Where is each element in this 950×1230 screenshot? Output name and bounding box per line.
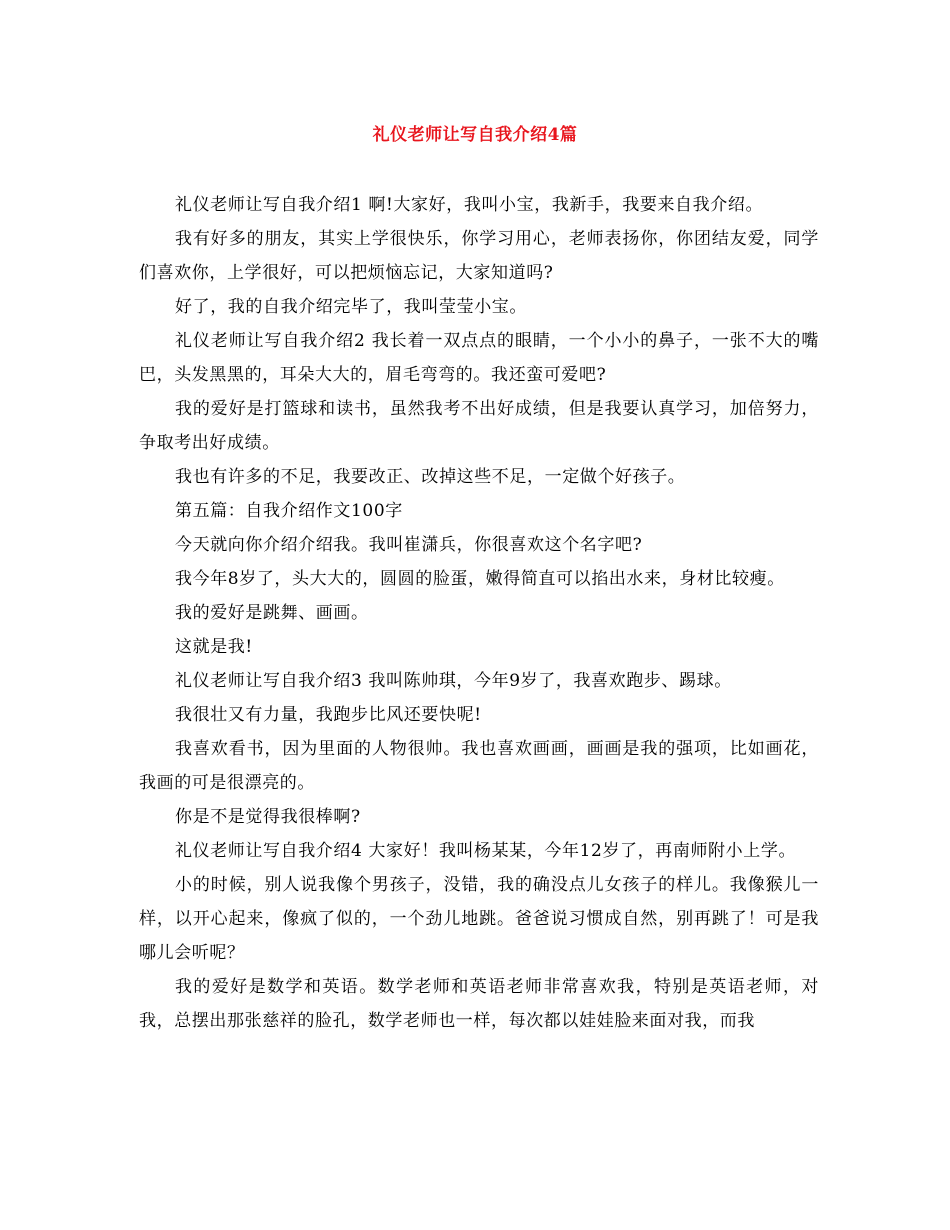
paragraph: 礼仪老师让写自我介绍1 啊!大家好，我叫小宝，我新手，我要来自我介绍。 — [175, 195, 764, 215]
paragraph: 我的爱好是数学和英语。数学老师和英语老师非常喜欢我，特别是英语老师，对我，总摆出那张慈祥的脸孔，数学老师也一样，每次都以娃娃脸来面对我，而我 — [139, 977, 819, 1031]
paragraph: 好了，我的自我介绍完毕了，我叫莹莹小宝。 — [175, 297, 527, 317]
paragraph: 礼仪老师让写自我介绍3 我叫陈帅琪，今年9岁了，我喜欢跑步、踢球。 — [175, 671, 732, 691]
paragraph: 礼仪老师让写自我介绍2 我长着一双点点的眼睛，一个小小的鼻子，一张不大的嘴巴，头发黑黑的，耳朵大大的，眉毛弯弯的。我还蛮可爱吧? — [139, 331, 819, 385]
paragraph: 我的爱好是打篮球和读书，虽然我考不出好成绩，但是我要认真学习，加倍努力，争取考出好成绩。 — [139, 399, 819, 453]
paragraph: 这就是我! — [175, 637, 253, 657]
paragraph: 今天就向你介绍介绍我。我叫崔潇兵，你很喜欢这个名字吧? — [175, 535, 643, 555]
document-body — [139, 188, 819, 1038]
paragraph: 我今年8岁了，头大大的，圆圆的脸蛋，嫩得简直可以掐出水来，身材比较瘦。 — [175, 569, 785, 589]
document-title: 礼仪老师让写自我介绍4篇 — [372, 125, 578, 145]
paragraph: 礼仪老师让写自我介绍4 大家好！我叫杨某某，今年12岁了，再南师附小上学。 — [175, 841, 797, 861]
paragraph: 第五篇：自我介绍作文100字 — [175, 501, 403, 521]
paragraph: 小的时候，别人说我像个男孩子，没错，我的确没点儿女孩子的样儿。我像猴儿一样，以开心起来，像疯了似的，一个劲儿地跳。爸爸说习惯成自然，别再跳了！可是我哪儿会听呢？ — [139, 875, 819, 963]
paragraph: 我的爱好是跳舞、画画。 — [175, 603, 369, 623]
paragraph: 我喜欢看书，因为里面的人物很帅。我也喜欢画画，画画是我的强项，比如画花，我画的可是很漂亮的。 — [139, 739, 819, 793]
paragraph: 我有好多的朋友，其实上学很快乐，你学习用心，老师表扬你，你团结友爱，同学们喜欢你，上学很好，可以把烦恼忘记，大家知道吗? — [139, 229, 819, 283]
paragraph: 我也有许多的不足，我要改正、改掉这些不足，一定做个好孩子。 — [175, 467, 686, 487]
paragraph: 你是不是觉得我很棒啊? — [175, 807, 361, 827]
paragraph: 我很壮又有力量，我跑步比风还要快呢! — [175, 705, 482, 725]
